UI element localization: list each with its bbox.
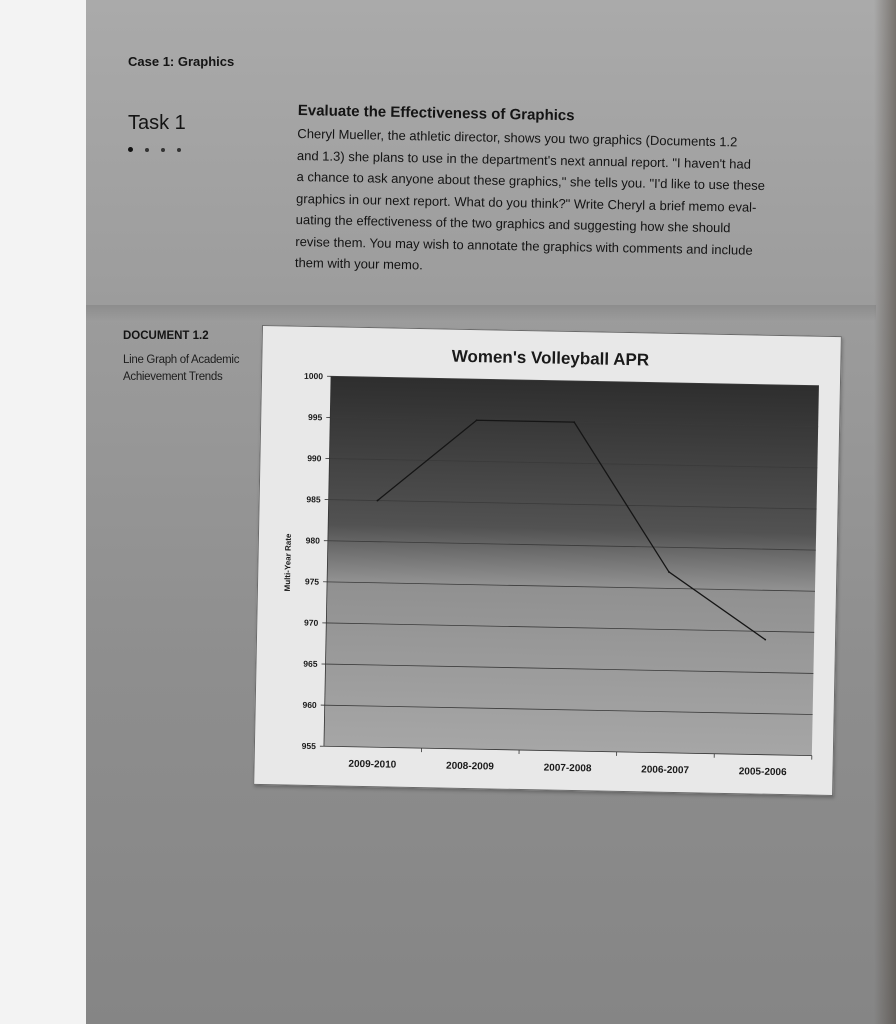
body-line: graphics in our next report. What do you think?" Write Cheryl a brief memo eval- [296,190,757,215]
plot-area [324,376,819,755]
bullet-dots-icon [128,147,181,152]
body-line: uating the effectiveness of the two graphics and suggesting how she should [295,211,731,236]
page-binding-edge [874,0,896,1024]
body-line: Cheryl Mueller, the athletic director, shows you two graphics (Documents 1.2 [297,125,738,150]
y-tick-label: 985 [306,494,321,505]
document-label: DOCUMENT 1.2 [123,330,209,342]
page-band-shadow [86,305,876,321]
task-body [295,102,843,284]
document-caption-line: Achievement Trends [123,371,223,383]
line-chart [253,325,840,794]
case-header: Case 1: Graphics [128,54,235,69]
chart-title: Women's Volleyball APR [451,346,650,370]
y-axis-label: Multi-Year Rate [282,533,293,592]
body-line: revise them. You may wish to annotate the graphics with comments and include [295,233,753,258]
x-tick-label: 2007-2008 [543,762,592,775]
x-tick-label: 2008-2009 [445,760,494,773]
body-line: them with your memo. [294,254,423,273]
y-tick-label: 980 [305,535,320,546]
x-tick-label: 2005-2006 [738,766,787,779]
y-tick-label: 970 [304,617,319,628]
y-tick-label: 955 [301,740,317,752]
y-tick-label: 965 [303,658,318,669]
y-tick-label: 990 [307,453,322,464]
body-line: and 1.3) she plans to use in the department's next annual report. "I haven't had [296,147,752,172]
y-tick-label: 975 [304,576,320,587]
y-tick-label: 960 [302,699,317,711]
task-label: Task 1 [128,112,186,134]
document-caption [123,352,273,386]
document-caption-line: Line Graph of Academic [123,354,240,366]
y-tick-label: 1000 [304,370,324,382]
section-title: Evaluate the Effectiveness of Graphics [297,102,575,125]
y-tick-label: 995 [307,412,323,423]
textbook-page [86,0,896,1024]
body-line: a chance to ask anyone about these graphics," she tells you. "I'd like to use these [296,168,766,193]
chart-figure [253,325,840,794]
x-tick-label: 2006-2007 [641,764,690,777]
x-tick-label: 2009-2010 [348,758,397,771]
